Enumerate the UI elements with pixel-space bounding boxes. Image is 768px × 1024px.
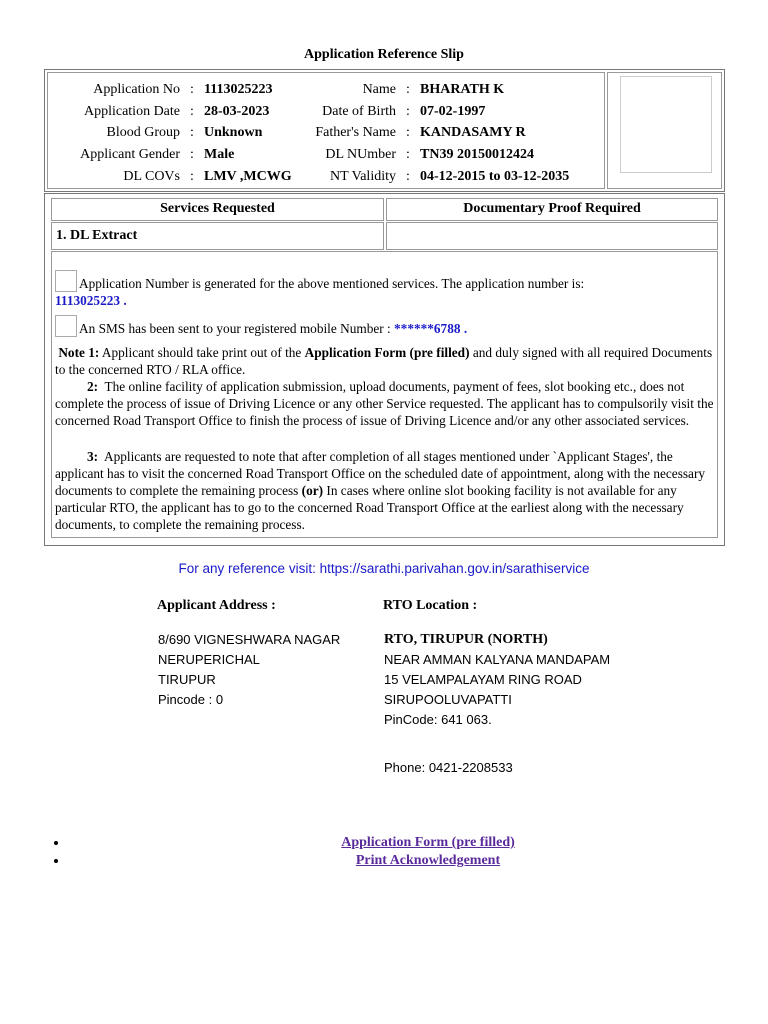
service-row-dl-extract: 1. DL Extract xyxy=(51,222,384,250)
blood-group-label: Blood Group xyxy=(106,125,180,140)
nt-validity-label: NT Validity xyxy=(330,169,396,184)
note3-text-a: Applicants are requested to note that after completion of all stages mentioned under `Applicant Stages', the applicant has to visit the concerned Road Transport Office on the scheduled date of appointment, along with the necessary documents to complete the remaining process xyxy=(55,449,706,498)
sms-message xyxy=(55,315,719,337)
app-number-text: Application Number is generated for the above mentioned services. The application number is: xyxy=(79,276,585,291)
note-3 xyxy=(55,448,719,533)
applicant-details-table xyxy=(47,72,605,189)
note1-bold: Application Form (pre filled) xyxy=(304,345,470,360)
application-date-label: Application Date xyxy=(83,104,180,119)
dl-covs-value: LMV ,MCWG xyxy=(204,169,292,184)
checkbox[interactable] xyxy=(55,270,77,292)
address-line-1: 8/690 VIGNESHWARA NAGAR xyxy=(158,632,341,647)
colon: : xyxy=(406,125,410,140)
gender-value: Male xyxy=(204,147,235,162)
checkbox[interactable] xyxy=(55,315,77,337)
colon: : xyxy=(406,104,410,119)
row-application-no xyxy=(48,81,604,99)
dl-number-label: DL NUmber xyxy=(325,147,396,162)
list-item xyxy=(68,852,768,870)
page-title: Application Reference Slip xyxy=(304,47,464,62)
services-requested-header: Services Requested xyxy=(51,198,384,221)
address-line-3: TIRUPUR xyxy=(158,672,216,687)
dob-label: Date of Birth xyxy=(322,104,396,119)
dl-covs-label: DL COVs xyxy=(123,169,180,184)
rto-line-3: SIRUPOOLUVAPATTI xyxy=(384,692,512,707)
rto-name: RTO, TIRUPUR (NORTH) xyxy=(384,632,548,647)
note3-text-b: In cases where online slot booking facility is not available for any particular RTO, the applicant has to go to the concerned Road Transport Office at the earliest along with the necessary documents, to complete the remaining process. xyxy=(55,483,684,532)
dob-value: 07-02-1997 xyxy=(420,104,486,119)
note3-label: 3: xyxy=(87,449,99,464)
row-application-date xyxy=(48,103,604,121)
documentary-proof-header: Documentary Proof Required xyxy=(386,198,718,221)
reference-link-text xyxy=(0,561,768,576)
colon: : xyxy=(190,125,194,140)
note2-text: The online facility of application submission, upload documents, payment of fees, slot booking etc., does not complete the process of issue of Driving Licence or any other Service requested. The applicant has to compulsorily visit the concerned Road Transport Office to finish the process of issue of Driving Licence and/or any other associated services. xyxy=(55,379,714,428)
application-date-value: 28-03-2023 xyxy=(204,104,270,119)
sms-text: An SMS has been sent to your registered mobile Number : xyxy=(79,321,391,336)
name-value: BHARATH K xyxy=(420,82,505,97)
note-2 xyxy=(55,378,719,429)
action-links xyxy=(48,834,768,870)
father-name-label: Father's Name xyxy=(315,125,396,140)
notes-panel xyxy=(51,251,718,538)
father-name-value: KANDASAMY R xyxy=(420,125,526,140)
print-acknowledgement-link[interactable]: Print Acknowledgement xyxy=(355,853,501,868)
note1-label: Note 1: xyxy=(58,345,100,360)
colon: : xyxy=(190,104,194,119)
list-item xyxy=(68,834,768,852)
row-blood-group xyxy=(48,124,604,142)
applicant-details-box xyxy=(44,69,725,192)
colon: : xyxy=(406,147,410,162)
services-box xyxy=(44,193,725,546)
row-gender xyxy=(48,146,604,164)
sms-number: ******6788 . xyxy=(394,321,468,336)
colon: : xyxy=(190,147,194,162)
note1-text-a: Applicant should take print out of the xyxy=(101,345,302,360)
applicant-address-heading: Applicant Address : xyxy=(157,598,276,613)
address-line-2: NERUPERICHAL xyxy=(158,652,260,667)
service-row-proof xyxy=(386,222,718,250)
rto-phone: Phone: 0421-2208533 xyxy=(384,760,513,775)
dl-number-value: TN39 20150012424 xyxy=(420,147,534,162)
reference-url[interactable]: For any reference visit: https://sarathi.parivahan.gov.in/sarathiservice xyxy=(178,561,590,576)
note1-text-b: and duly signed with all required Documents to the concerned RTO / RLA office. xyxy=(55,345,713,377)
rto-pincode: PinCode: 641 063. xyxy=(384,712,492,727)
note3-or: (or) xyxy=(301,483,324,498)
app-number-message xyxy=(55,270,719,309)
note2-label: 2: xyxy=(87,379,99,394)
blood-group-value: Unknown xyxy=(204,125,263,140)
application-no-label: Application No xyxy=(93,82,180,97)
note-1 xyxy=(55,344,719,378)
rto-location-heading: RTO Location : xyxy=(383,598,478,613)
colon: : xyxy=(406,169,410,184)
app-number-display: 1113025223 . xyxy=(55,293,127,308)
row-dl-covs xyxy=(48,168,604,186)
colon: : xyxy=(406,82,410,97)
colon: : xyxy=(190,169,194,184)
colon: : xyxy=(190,82,194,97)
nt-validity-value: 04-12-2015 to 03-12-2035 xyxy=(420,169,570,184)
application-form-link[interactable]: Application Form (pre filled) xyxy=(341,835,515,850)
application-no-value: 1113025223 xyxy=(204,82,273,97)
name-label: Name xyxy=(362,82,396,97)
rto-line-1: NEAR AMMAN KALYANA MANDAPAM xyxy=(384,652,611,667)
photo-cell xyxy=(607,72,722,189)
rto-line-2: 15 VELAMPALAYAM RING ROAD xyxy=(384,672,582,687)
applicant-address xyxy=(158,630,340,710)
gender-label: Applicant Gender xyxy=(80,147,180,162)
rto-address xyxy=(384,630,610,778)
address-pincode: Pincode : 0 xyxy=(158,692,224,707)
applicant-photo-placeholder xyxy=(620,76,712,173)
